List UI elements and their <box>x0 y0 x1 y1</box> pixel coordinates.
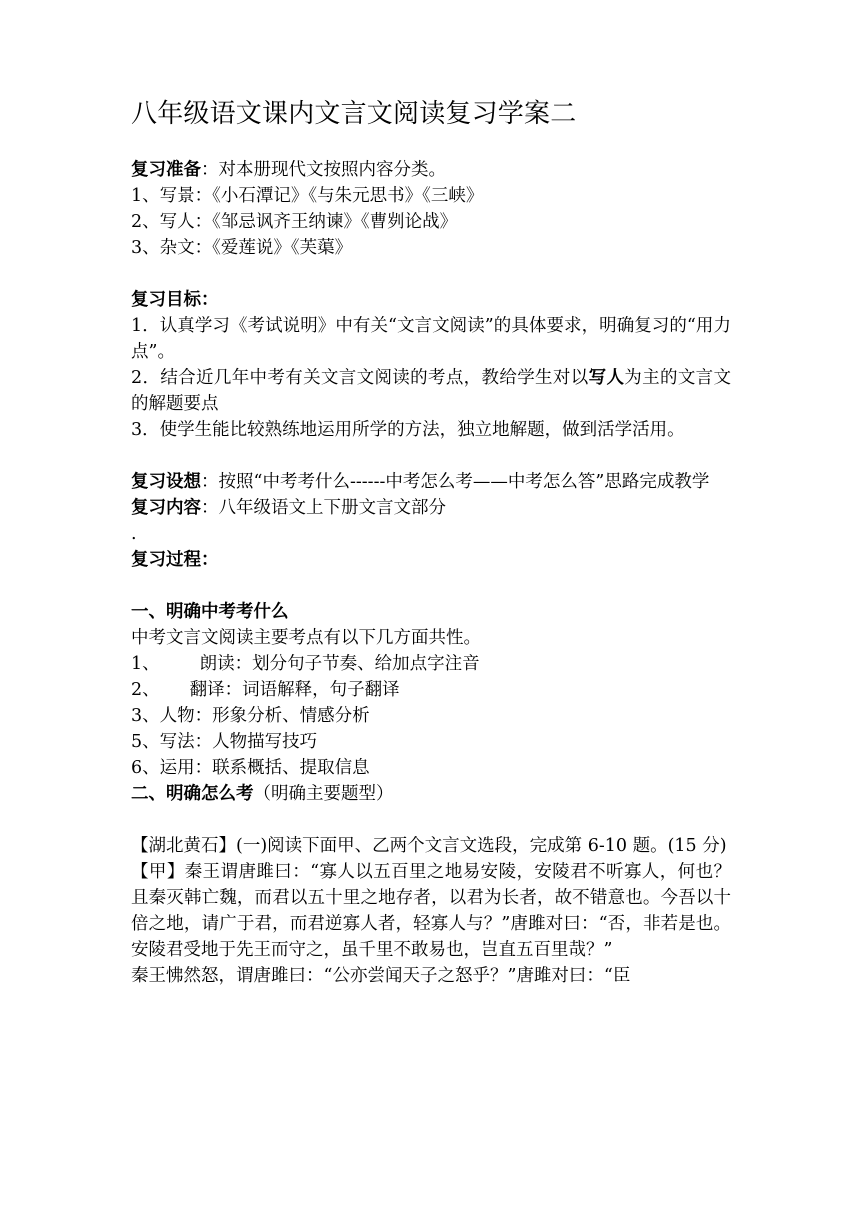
goals-label: 复习目标： <box>131 290 219 310</box>
content-label: 复习内容 <box>131 498 201 518</box>
section2-heading: 二、明确怎么考 <box>131 784 254 804</box>
section2-heading-line <box>131 781 731 807</box>
point-3: 3、人物：形象分析、情感分析 <box>131 706 370 726</box>
goal-item-2-pre: 2．结合近几年中考有关文言文阅读的考点，教给学生对以 <box>131 368 589 388</box>
section1-intro: 中考文言文阅读主要考点有以下几方面共性。 <box>131 628 481 648</box>
prep-item-1: 1、写景：《小石潭记》《与朱元思书》《三峡》 <box>131 186 484 206</box>
section1-heading: 一、明确中考考什么 <box>131 602 289 622</box>
design-text: 按照“中考考什么------中考怎么考——中考怎么答”思路完成教学 <box>218 472 710 492</box>
goal-item-3: 3．使学生能比较熟练地运用所学的方法，独立地解题，做到活学活用。 <box>131 420 685 440</box>
design-line <box>131 469 731 495</box>
content-text: 八年级语文上下册文言文部分 <box>218 498 446 518</box>
goal-item-2 <box>131 365 731 417</box>
goal-item-1: 1．认真学习《考试说明》中有关“文言文阅读”的具体要求，明确复习的“用力点”。 <box>131 316 731 362</box>
document-title: 八年级语文课内文言文阅读复习学案二 <box>131 99 577 129</box>
prep-text: 对本册现代文按照内容分类。 <box>218 160 446 180</box>
goal-item-2-post: 为主的文言文的解题要点 <box>131 368 732 414</box>
spacer <box>131 573 731 599</box>
process-label: 复习过程： <box>131 550 219 570</box>
passage-next: 秦王怫然怒，谓唐雎曰：“公亦尝闻天子之怒乎？”唐雎对曰：“臣 <box>131 966 631 986</box>
design-colon: ： <box>201 472 219 492</box>
prep-item-3: 3、杂文：《爱莲说》《芙蕖》 <box>131 238 353 258</box>
document-page <box>131 96 731 989</box>
prep-item-2: 2、写人：《邹忌讽齐王纳谏》《曹刿论战》 <box>131 212 458 232</box>
section2-note: （明确主要题型） <box>253 784 394 804</box>
content-line <box>131 495 731 521</box>
point-2-num: 2、 <box>131 680 160 700</box>
point-2-text: 翻译：词语解释，句子翻译 <box>189 680 400 700</box>
question-intro: 【湖北黄石】(一)阅读下面甲、乙两个文言文选段，完成第 6-10 题。(15 分) <box>131 836 727 856</box>
point-6: 6、运用：联系概括、提取信息 <box>131 758 370 778</box>
goal-item-2-bold: 写人 <box>588 368 625 388</box>
point-5: 5、写法：人物描写技巧 <box>131 732 318 752</box>
prep-label: 复习准备 <box>131 160 201 180</box>
point-1-text: 朗读：划分句子节奏、给加点字注音 <box>199 654 480 674</box>
dot-line: . <box>131 524 137 544</box>
spacer <box>131 443 731 469</box>
design-label: 复习设想 <box>131 472 201 492</box>
point-1 <box>131 651 731 677</box>
prep-line <box>131 157 731 183</box>
point-2 <box>131 677 731 703</box>
point-1-num: 1、 <box>131 654 160 674</box>
spacer <box>131 261 731 287</box>
spacer <box>131 807 731 833</box>
passage-jia: 【甲】秦王谓唐雎曰：“寡人以五百里之地易安陵，安陵君不听寡人，何也？且秦灭韩亡魏，而君以五十里之地存者，以君为长者，故不错意也。今吾以十倍之地，请广于君，而君逆寡人者，轻寡人与？”唐雎对曰：“否，非若是也。安陵君受地于先王而守之，虽千里不敢易也，岂直五百里哉？” <box>131 862 731 960</box>
prep-colon: ： <box>201 160 219 180</box>
content-colon: ： <box>201 498 219 518</box>
